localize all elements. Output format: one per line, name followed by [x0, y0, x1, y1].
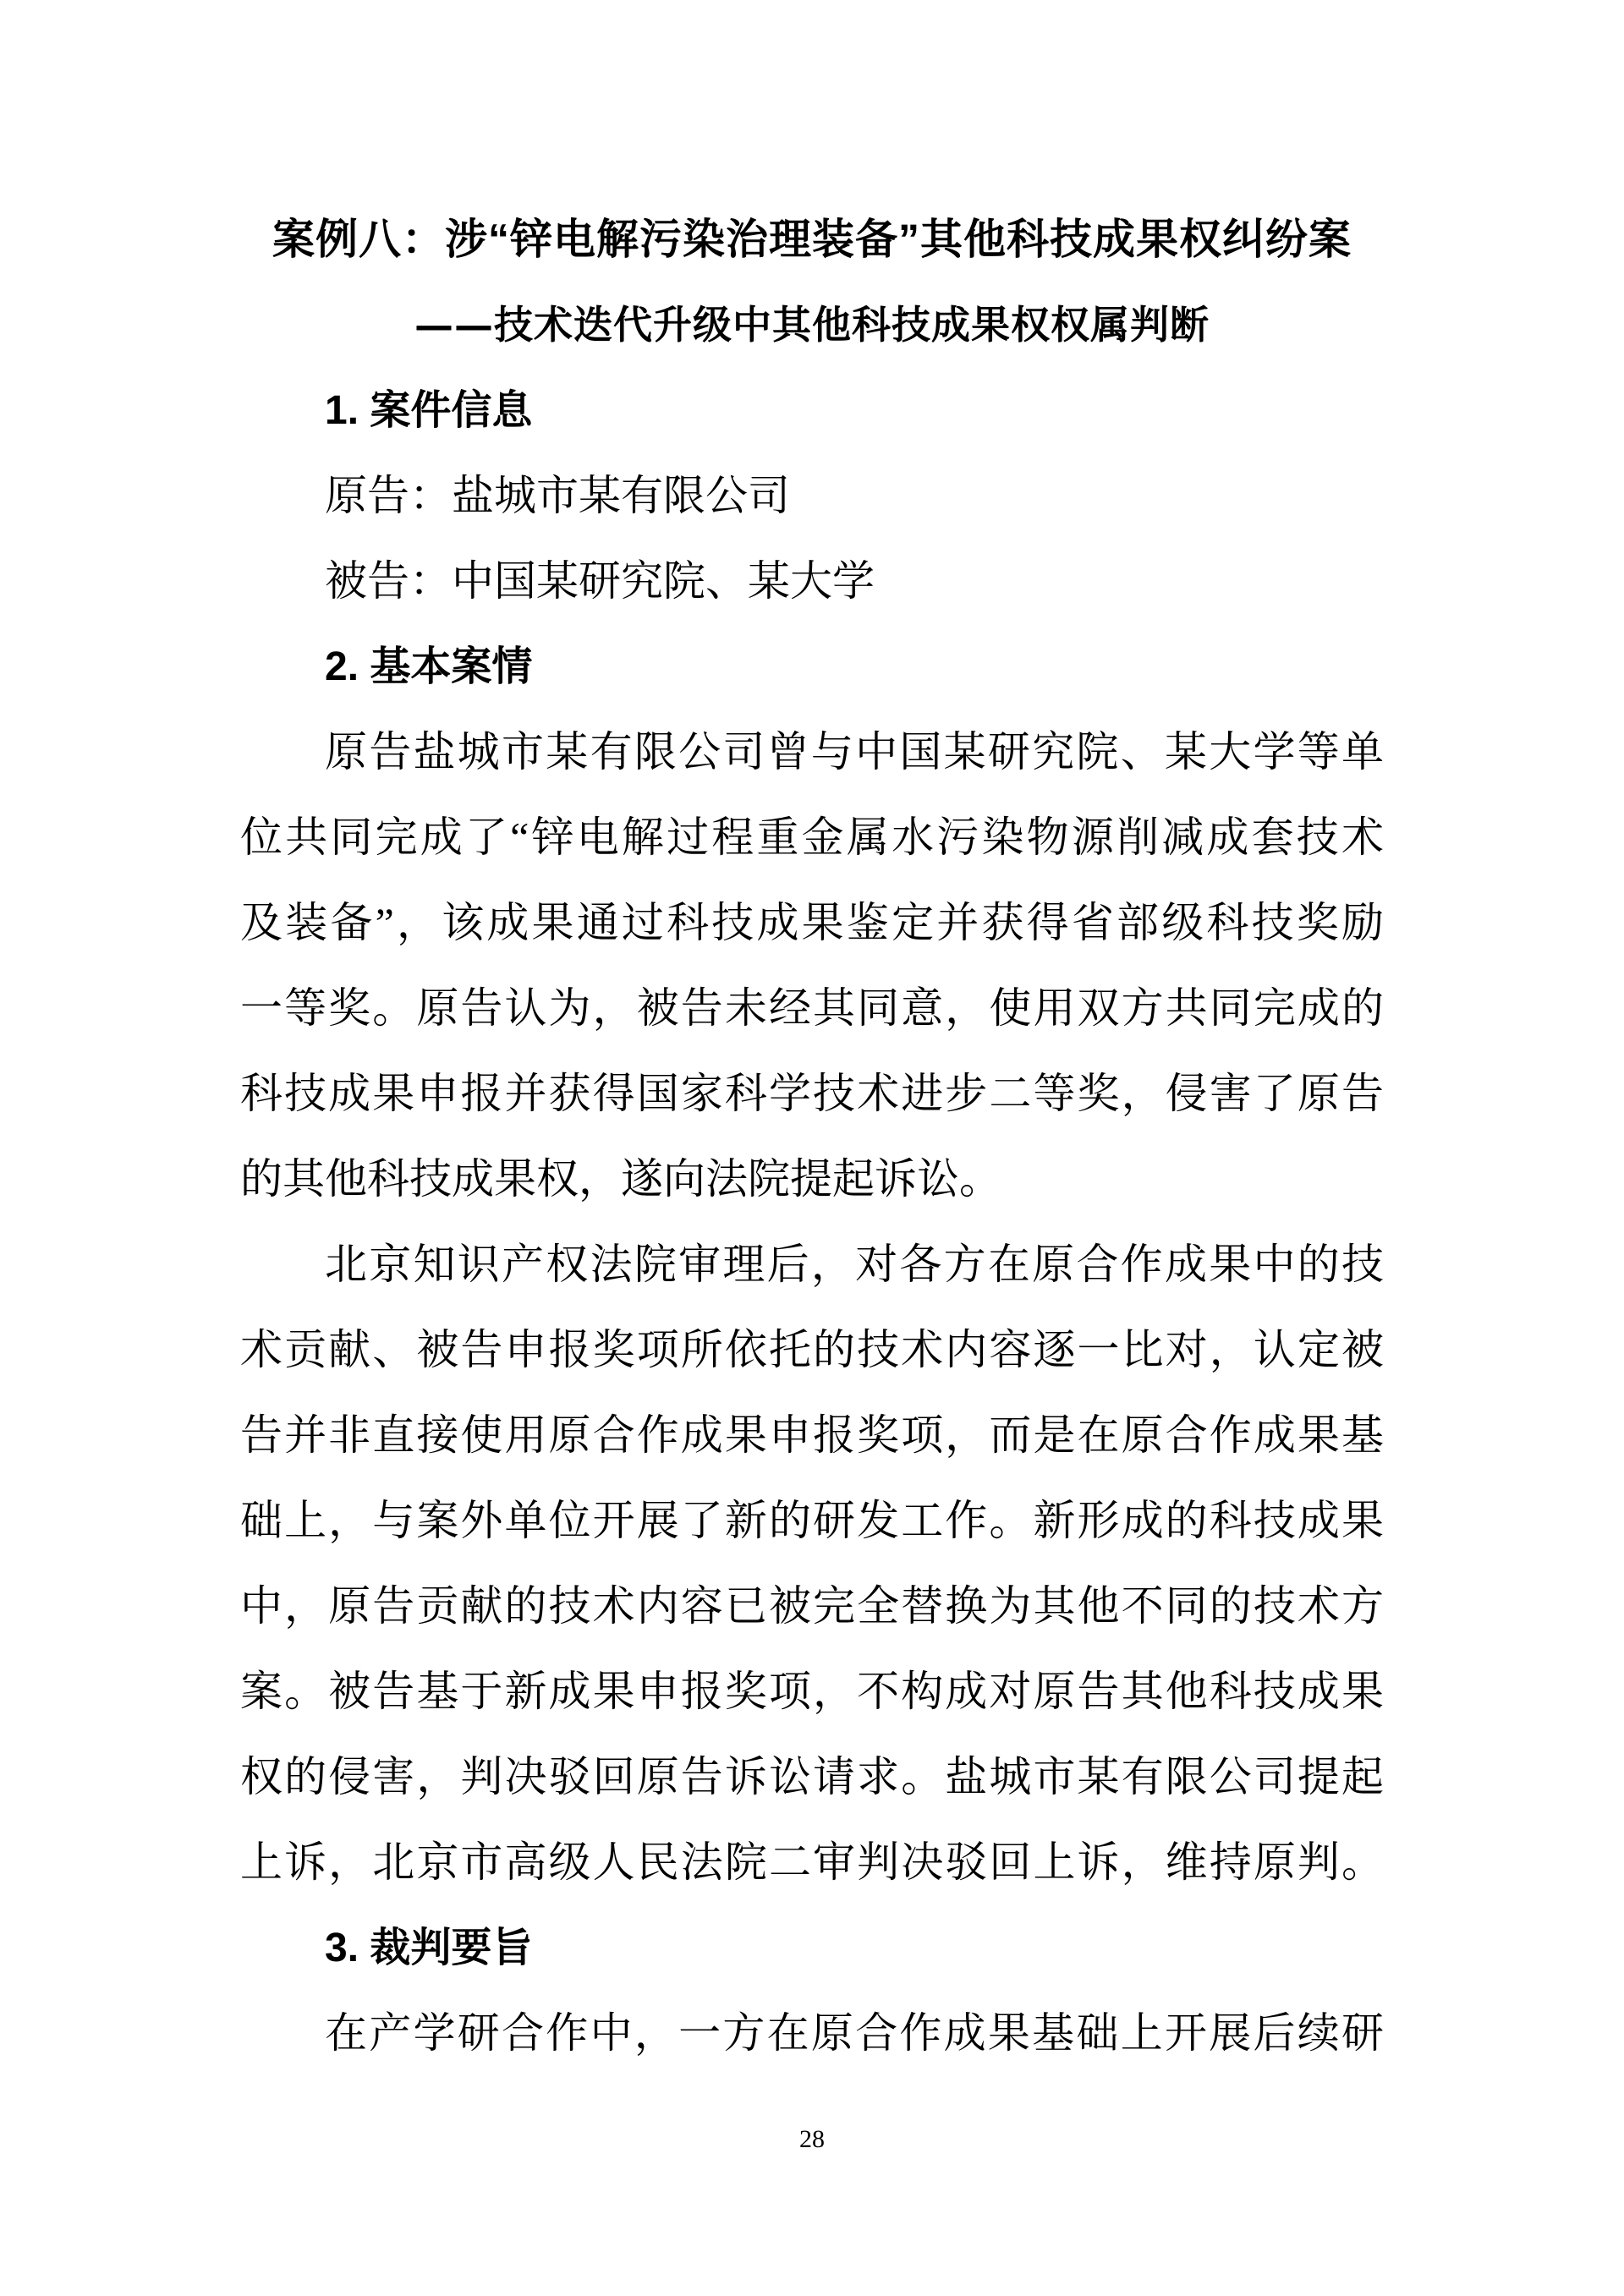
para2-line-3: 告并非直接使用原合作成果申报奖项，而是在原合作成果基: [240, 1411, 1384, 1459]
para2-line-4: 础上，与案外单位开展了新的研发工作。新形成的科技成果: [240, 1497, 1384, 1544]
para1-line-4: 一等奖。原告认为，被告未经其同意，使用双方共同完成的: [240, 984, 1384, 1032]
section-heading-basic-facts: 2. 基本案情: [325, 644, 533, 689]
page-number: 28: [799, 2125, 825, 2153]
para2-line-7: 权的侵害，判决驳回原告诉讼请求。盐城市某有限公司提起: [240, 1753, 1384, 1800]
defendant-line: 被告：中国某研究院、某大学: [325, 557, 875, 605]
para2-line-2: 术贡献、被告申报奖项所依托的技术内容逐一比对，认定被: [240, 1326, 1384, 1373]
para1-line-2: 位共同完成了“锌电解过程重金属水污染物源削减成套技术: [240, 814, 1384, 861]
para1-line-5: 科技成果申报并获得国家科学技术进步二等奖，侵害了原告: [240, 1070, 1384, 1117]
para2-line-1: 北京知识产权法院审理后，对各方在原合作成果中的技: [325, 1241, 1384, 1288]
section-heading-case-info: 1. 案件信息: [325, 388, 533, 433]
document-title: 案例八：涉“锌电解污染治理装备”其他科技成果权纠纷案: [272, 216, 1352, 263]
para2-line-8: 上诉，北京市高级人民法院二审判决驳回上诉，维持原判。: [240, 1838, 1384, 1886]
plaintiff-line: 原告：盐城市某有限公司: [325, 472, 790, 519]
para3-line-1: 在产学研合作中，一方在原合作成果基础上开展后续研: [325, 2009, 1384, 2057]
section-heading-judgment-gist: 3. 裁判要旨: [325, 1926, 533, 1970]
para2-line-5: 中，原告贡献的技术内容已被完全替换为其他不同的技术方: [240, 1582, 1384, 1630]
document-subtitle: ——技术迭代升级中其他科技成果权权属判断: [414, 302, 1210, 348]
para2-line-6: 案。被告基于新成果申报奖项，不构成对原告其他科技成果: [240, 1668, 1384, 1715]
document-content: [240, 197, 1384, 2076]
para1-line-1: 原告盐城市某有限公司曾与中国某研究院、某大学等单: [325, 728, 1384, 775]
para1-line-6: 的其他科技成果权，遂向法院提起诉讼。: [240, 1155, 1001, 1203]
para1-line-3: 及装备”，该成果通过科技成果鉴定并获得省部级科技奖励: [240, 899, 1384, 946]
